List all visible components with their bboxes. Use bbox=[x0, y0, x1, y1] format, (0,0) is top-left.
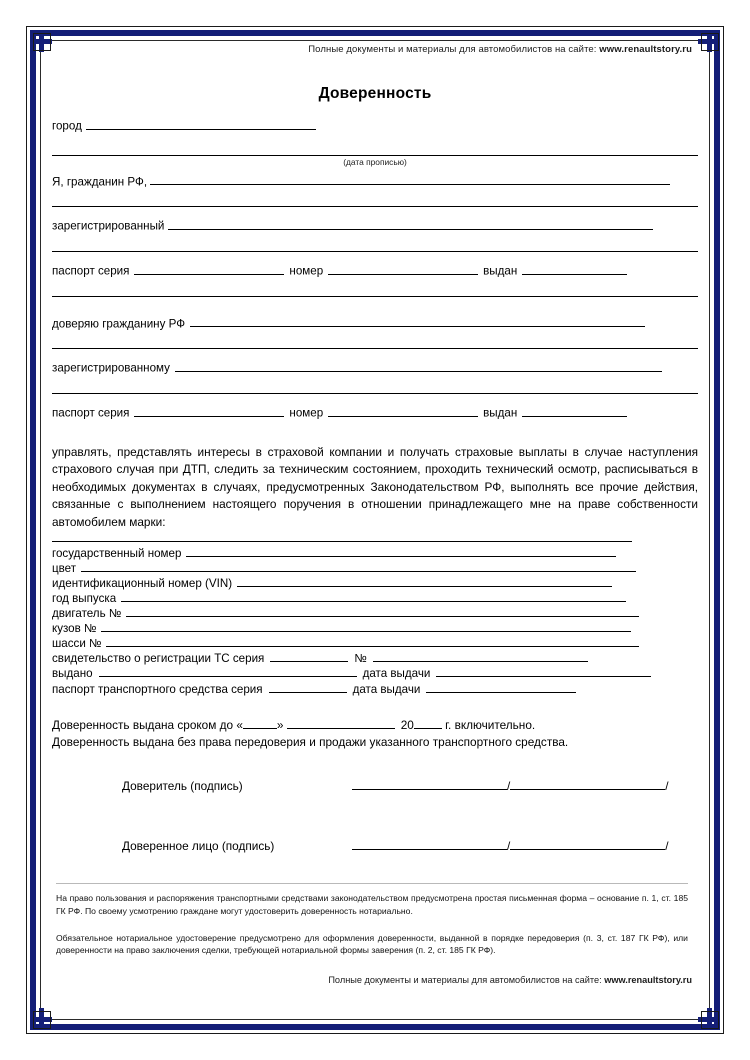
validity-year-input[interactable] bbox=[414, 718, 442, 729]
vehicle-gos-number-label: государственный номер bbox=[52, 546, 182, 560]
header-site-text: Полные документы и материалы для автомобилистов на сайте: bbox=[308, 44, 600, 55]
grantee-name-input-line[interactable] bbox=[190, 317, 645, 328]
vehicle-vin-label: идентификационный номер (VIN) bbox=[52, 577, 233, 591]
grantor-signature-separator: / bbox=[507, 778, 511, 793]
grantor-passport-label: паспорт серия bbox=[52, 264, 130, 278]
grantor-passport-series-input[interactable] bbox=[134, 264, 284, 275]
grantee-passport-issued-input[interactable] bbox=[522, 406, 627, 417]
header-site-banner bbox=[52, 44, 698, 55]
date-input-line[interactable] bbox=[52, 155, 698, 156]
grantor-name-input-line[interactable] bbox=[150, 175, 670, 186]
corner-ornament-bottom-left bbox=[30, 1008, 52, 1030]
grantor-citizen-row bbox=[52, 175, 698, 189]
footnote-two: Обязательное нотариальное удостоверение предусмотрено для оформления доверенности, выданной в порядке передоверия (п. 3, ст. 187 ГК РФ), или доверенности на право заключения сделки, требующей нотариальной формы заверения (п. 2, ст. 185 ГК РФ). bbox=[56, 932, 688, 956]
city-row bbox=[52, 119, 698, 133]
footnote-separator bbox=[56, 883, 688, 884]
vehicle-chassis-row bbox=[52, 636, 698, 651]
grantee-signature-separator: / bbox=[507, 838, 511, 853]
no-transfer-note: Доверенность выдана без права передоверия и продажи указанного транспортного средства. bbox=[52, 734, 569, 749]
vehicle-pts-series-label: паспорт транспортного средства серия bbox=[52, 682, 263, 696]
corner-ornament-bottom-right bbox=[698, 1008, 720, 1030]
grantor-number-label: номер bbox=[289, 264, 324, 278]
grantee-signature-row bbox=[122, 839, 698, 853]
grantor-registered-row bbox=[52, 219, 698, 233]
vehicle-vin-row bbox=[52, 576, 698, 591]
vehicle-reg-cert-number-label: № bbox=[354, 652, 367, 666]
validity-suffix-label: г. включительно. bbox=[441, 717, 536, 732]
grantee-address-input-line[interactable] bbox=[175, 361, 662, 372]
grantee-issued-label: выдан bbox=[483, 406, 518, 420]
validity-prefix-label: Доверенность выдана сроком до « bbox=[52, 717, 243, 732]
grantor-signature-label: Доверитель (подпись) bbox=[122, 778, 243, 793]
footer-site-url: www.renaultstory.ru bbox=[604, 975, 692, 986]
grantor-passport-cont-line[interactable] bbox=[52, 296, 698, 297]
document-content bbox=[52, 44, 698, 1016]
vehicle-year-row bbox=[52, 591, 698, 606]
vehicle-year-label: год выпуска bbox=[52, 592, 117, 606]
grantor-issued-label: выдан bbox=[483, 264, 518, 278]
vehicle-issue-date-label: дата выдачи bbox=[362, 667, 431, 681]
grantee-trust-label: доверяю гражданину РФ bbox=[52, 317, 186, 331]
vehicle-color-row bbox=[52, 561, 698, 576]
grantee-trust-row bbox=[52, 317, 698, 331]
vehicle-gos-number-row bbox=[52, 546, 698, 561]
city-input-line[interactable] bbox=[86, 119, 316, 130]
vehicle-pts-date-input[interactable] bbox=[426, 682, 576, 693]
grantee-name-cont-line[interactable] bbox=[52, 348, 698, 349]
grantee-signature-input[interactable] bbox=[352, 839, 507, 850]
corner-ornament-top-left bbox=[30, 30, 52, 52]
grantor-name-print-input[interactable] bbox=[510, 779, 665, 790]
grantee-address-cont-line[interactable] bbox=[52, 393, 698, 394]
validity-quote-close: » bbox=[276, 717, 287, 732]
vehicle-chassis-input[interactable] bbox=[106, 637, 639, 648]
footer-site-text: Полные документы и материалы для автомобилистов на сайте: bbox=[328, 975, 605, 986]
validity-month-input[interactable] bbox=[287, 718, 395, 729]
vehicle-engine-label: двигатель № bbox=[52, 607, 122, 621]
grantee-passport-row bbox=[52, 406, 698, 420]
grantor-address-input-line[interactable] bbox=[168, 219, 653, 230]
vehicle-body-input[interactable] bbox=[101, 622, 631, 633]
vehicle-engine-input[interactable] bbox=[126, 607, 639, 618]
vehicle-chassis-label: шасси № bbox=[52, 637, 102, 651]
grantor-citizen-label: Я, гражданин РФ, bbox=[52, 175, 148, 189]
grantor-registered-label: зарегистрированный bbox=[52, 219, 165, 233]
grantor-signature-end-slash: / bbox=[665, 778, 669, 793]
vehicle-body-row bbox=[52, 621, 698, 636]
grantor-signature-input[interactable] bbox=[352, 779, 507, 790]
grantee-passport-series-input[interactable] bbox=[134, 406, 284, 417]
grantee-registered-row bbox=[52, 361, 698, 375]
corner-ornament-top-right bbox=[698, 30, 720, 52]
vehicle-reg-cert-row bbox=[52, 651, 698, 666]
vehicle-year-input[interactable] bbox=[121, 592, 626, 603]
vehicle-pts-row bbox=[52, 682, 698, 697]
grantee-name-print-input[interactable] bbox=[510, 839, 665, 850]
vehicle-gos-number-input[interactable] bbox=[186, 546, 616, 557]
vehicle-pts-series-input[interactable] bbox=[269, 682, 347, 693]
grantor-signature-row bbox=[122, 779, 698, 793]
vehicle-issued-by-input[interactable] bbox=[99, 667, 357, 678]
footer-site-banner bbox=[52, 975, 698, 985]
grantee-passport-label: паспорт серия bbox=[52, 406, 130, 420]
vehicle-color-label: цвет bbox=[52, 562, 77, 576]
grantee-signature-end-slash: / bbox=[665, 838, 669, 853]
vehicle-reg-cert-series-label: свидетельство о регистрации ТС серия bbox=[52, 652, 265, 666]
vehicle-brand-input-line[interactable] bbox=[52, 541, 632, 542]
grantor-passport-number-input[interactable] bbox=[328, 264, 478, 275]
grantor-name-cont-line[interactable] bbox=[52, 206, 698, 207]
grantee-registered-label: зарегистрированному bbox=[52, 361, 170, 375]
page-title: Доверенность bbox=[318, 85, 432, 102]
grantor-passport-row bbox=[52, 264, 698, 278]
vehicle-reg-cert-number-input[interactable] bbox=[373, 652, 588, 663]
date-hint-label: (дата прописью) bbox=[343, 156, 407, 167]
validity-day-input[interactable] bbox=[243, 718, 277, 729]
header-site-url: www.renaultstory.ru bbox=[599, 44, 692, 55]
vehicle-pts-date-label: дата выдачи bbox=[352, 682, 421, 696]
grantee-signature-label: Доверенное лицо (подпись) bbox=[122, 838, 275, 853]
grantee-passport-number-input[interactable] bbox=[328, 406, 478, 417]
footnote-one: На право пользования и распоряжения транспортными средствами законодательством предусмотрена простая письменная форма – основание п. 1, ст. 185 ГК РФ. По своему усмотрению граждане могут удостоверить доверенность нотариально. bbox=[56, 892, 688, 916]
body-paragraph: управлять, представлять интересы в страховой компании и получать страховые выплаты в случае наступления страхового случая при ДТП, следить за техническим состоянием, проходить технический осмотр, расписываться в необходимых документах в случаях, предусмотренных Законодательством РФ, выполнять все прочие действия, связанные с выполнением настоящего поручения в отношении принадлежащего мне на праве собственности автомобилем марки: bbox=[52, 444, 698, 529]
city-label: город bbox=[52, 119, 82, 133]
vehicle-issued-by-label: выдано bbox=[52, 667, 93, 681]
vehicle-engine-row bbox=[52, 606, 698, 621]
validity-row bbox=[52, 717, 698, 734]
grantor-address-cont-line[interactable] bbox=[52, 251, 698, 252]
vehicle-reg-cert-series-input[interactable] bbox=[270, 652, 348, 663]
vehicle-color-input[interactable] bbox=[81, 562, 636, 573]
vehicle-body-label: кузов № bbox=[52, 622, 97, 636]
vehicle-issued-by-row bbox=[52, 666, 698, 681]
vehicle-vin-input[interactable] bbox=[237, 577, 612, 588]
vehicle-issue-date-input[interactable] bbox=[436, 667, 651, 678]
grantor-passport-issued-input[interactable] bbox=[522, 264, 627, 275]
grantee-number-label: номер bbox=[289, 406, 324, 420]
validity-year-label: 20 bbox=[400, 717, 414, 732]
